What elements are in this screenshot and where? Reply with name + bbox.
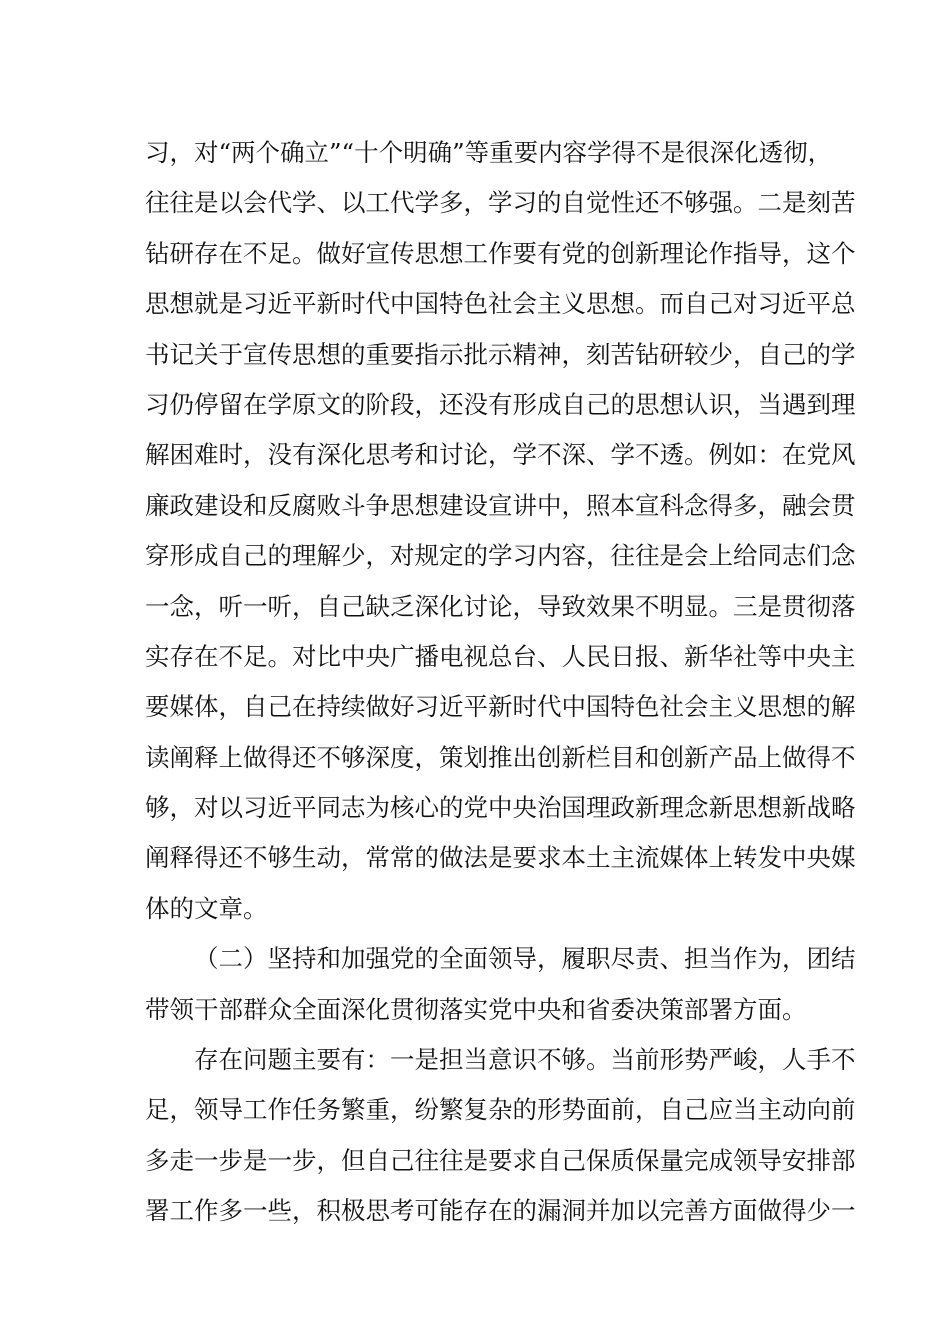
text-line: 往往是以会代学、以工代学多，学习的自觉性还不够强。二是刻苦 <box>145 188 856 218</box>
document-body <box>145 128 856 1237</box>
text-line: 一念，听一听，自己缺乏深化讨论，导致效果不明显。三是贯彻落 <box>145 591 856 621</box>
text-line: 习，对“两个确立”“十个明确”等重要内容学得不是很深化透彻， <box>145 138 833 167</box>
section-heading-end-line: 带领干部群众全面深化贯彻落实党中央和省委决策部署方面。 <box>145 994 807 1024</box>
text-line: 书记关于宣传思想的重要指示批示精神，刻苦钻研较少，自己的学 <box>145 339 856 369</box>
text-line: 解困难时，没有深化思考和讨论，学不深、学不透。例如：在党风 <box>145 440 856 470</box>
text-line: 够，对以习近平同志为核心的党中央治国理政新理念新思想新战略 <box>145 793 856 823</box>
text-line: 廉政建设和反腐败斗争思想建设宣讲中，照本宣科念得多，融会贯 <box>145 490 856 520</box>
text-line: 实存在不足。对比中央广播电视总台、人民日报、新华社等中央主 <box>145 641 856 671</box>
text-line: 署工作多一些，积极思考可能存在的漏洞并加以完善方面做得少一 <box>145 1196 856 1226</box>
paragraph-start-line: 存在问题主要有：一是担当意识不够。当前形势严峻，人手不 <box>194 1045 856 1075</box>
text-line: 多走一步是一步，但自己往往是要求自己保质保量完成领导安排部 <box>145 1145 856 1175</box>
text-line: 思想就是习近平新时代中国特色社会主义思想。而自己对习近平总 <box>145 289 856 319</box>
text-line: 钻研存在不足。做好宣传思想工作要有党的创新理论作指导，这个 <box>145 238 856 268</box>
text-line: 要媒体，自己在持续做好习近平新时代中国特色社会主义思想的解 <box>145 692 856 722</box>
section-heading-line: （二）坚持和加强党的全面领导，履职尽责、担当作为，团结 <box>194 944 856 974</box>
paragraph-end-line: 体的文章。 <box>145 893 268 923</box>
text-line: 穿形成自己的理解少，对规定的学习内容，往往是会上给同志们念 <box>145 541 856 571</box>
text-line: 足，领导工作任务繁重，纷繁复杂的形势面前，自己应当主动向前 <box>145 1095 856 1125</box>
text-line: 习仍停留在学原文的阶段，还没有形成自己的思想认识，当遇到理 <box>145 389 856 419</box>
text-line: 阐释得还不够生动，常常的做法是要求本土主流媒体上转发中央媒 <box>145 843 856 873</box>
text-line: 读阐释上做得还不够深度，策划推出创新栏目和创新产品上做得不 <box>145 742 856 772</box>
